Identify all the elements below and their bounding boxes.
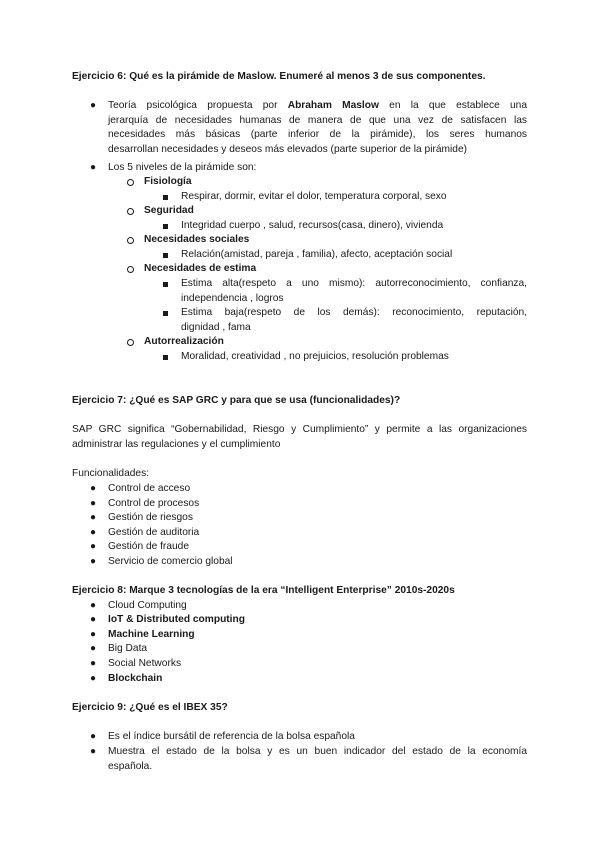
level-sociales: Necesidades sociales [144, 234, 250, 245]
level-autorrealizacion-item: Moralidad, creatividad , no prejuicios, resolución problemas [181, 351, 449, 362]
ej6-title: Ejercicio 6: Qué es la pirámide de Maslow. Enumeré al menos 3 de sus componentes. [72, 71, 486, 82]
bullet-icon: ● [90, 556, 97, 567]
level-fisiologia: Fisiología [144, 176, 192, 187]
ej8-tech-item-selected: Machine Learning [108, 629, 195, 640]
square-bullet-icon [163, 253, 168, 258]
ej6-intro-line4: desarrollan necesidades y deseos más elevados (parte superior de la pirámide) [108, 143, 468, 155]
bullet-icon: ● [90, 527, 97, 538]
ej9-title: Ejercicio 9: ¿Qué es el IBEX 35? [72, 702, 228, 713]
level-sociales-item: Relación(amistad, pareja , familia), afecto, aceptación social [181, 249, 453, 260]
ej8-title: Ejercicio 8: Marque 3 tecnologías de la era “Intelligent Enterprise” 2010s-2020s [72, 585, 455, 596]
bullet-icon: ● [90, 483, 97, 494]
level-estima: Necesidades de estima [144, 263, 257, 274]
ej7-func-item: Gestión de auditoria [108, 527, 200, 538]
level-estima-item1-line2: independencia , logros [181, 292, 284, 304]
bullet-icon: ● [90, 731, 97, 742]
bullet-icon: ● [90, 498, 97, 509]
circle-bullet-icon [127, 179, 134, 186]
ej7-func-item: Servicio de comercio global [108, 556, 233, 567]
level-estima-item2-line1: Estima baja(respeto de los demás): reconocimiento, reputación, [181, 307, 527, 318]
ej6-intro-line2: jerarquía de necesidades humanas de manera de que una vez de satisfacen las [108, 114, 527, 126]
square-bullet-icon [163, 224, 168, 229]
bullet-icon: ● [90, 673, 97, 684]
ej7-paragraph-line1: SAP GRC significa “Gobernabilidad, Riesgo y Cumplimiento” y permite a las organizaciones [72, 424, 527, 435]
ej8-tech-item: Cloud Computing [108, 600, 187, 611]
level-seguridad: Seguridad [144, 205, 194, 216]
ej9-item2-line1: Muestra el estado de la bolsa y es un buen indicador del estado de la economía [108, 746, 527, 757]
ej9-item2-line2: española. [108, 760, 153, 772]
circle-bullet-icon [127, 266, 134, 273]
level-estima-item2-line2: dignidad , fama [181, 321, 251, 333]
bullet-icon: ● [90, 643, 97, 654]
ej7-func-item: Gestión de riesgos [108, 512, 193, 523]
ej7-paragraph-line2: administrar las regulaciones y el cumplimiento [72, 438, 281, 450]
ej6-levels-intro: Los 5 niveles de la pirámide son: [108, 162, 257, 173]
ej7-title: Ejercicio 7: ¿Qué es SAP GRC y para que se usa (funcionalidades)? [72, 395, 401, 406]
bullet-icon: ● [90, 100, 97, 111]
square-bullet-icon [163, 311, 168, 316]
ej6-intro-line1: Teoría psicológica propuesta por Abraham Maslow en la que establece una [108, 100, 527, 111]
square-bullet-icon [163, 195, 168, 200]
ej6-intro-line3: necesidades más básicas (parte inferior de la pirámide), los seres humanos [108, 129, 527, 141]
ej7-func-label: Funcionalidades: [72, 468, 150, 479]
bullet-icon: ● [90, 162, 97, 173]
circle-bullet-icon [127, 237, 134, 244]
square-bullet-icon [163, 355, 168, 360]
bullet-icon: ● [90, 541, 97, 552]
bullet-icon: ● [90, 614, 97, 625]
ej9-item1: Es el índice bursátil de referencia de la bolsa española [108, 731, 355, 742]
bullet-icon: ● [90, 658, 97, 669]
ej7-func-item: Control de procesos [108, 498, 200, 509]
ej8-tech-item: Social Networks [108, 658, 182, 669]
level-autorrealizacion: Autorrealización [144, 336, 224, 347]
circle-bullet-icon [127, 339, 134, 346]
bullet-icon: ● [90, 746, 97, 757]
level-fisiologia-item: Respirar, dormir, evitar el dolor, temperatura corporal, sexo [181, 191, 447, 202]
level-seguridad-item: Integridad cuerpo , salud, recursos(casa, dinero), vivienda [181, 220, 444, 231]
square-bullet-icon [163, 282, 168, 287]
circle-bullet-icon [127, 208, 134, 215]
bullet-icon: ● [90, 629, 97, 640]
ej8-tech-item: Big Data [108, 643, 148, 654]
bullet-icon: ● [90, 600, 97, 611]
ej7-func-item: Gestión de fraude [108, 541, 189, 552]
level-estima-item1-line1: Estima alta(respeto a uno mismo): autorreconocimiento, confianza, [181, 278, 527, 289]
ej7-func-item: Control de acceso [108, 483, 191, 494]
ej8-tech-item-selected: IoT & Distributed computing [108, 614, 245, 625]
ej8-tech-item-selected: Blockchain [108, 673, 163, 684]
bullet-icon: ● [90, 512, 97, 523]
